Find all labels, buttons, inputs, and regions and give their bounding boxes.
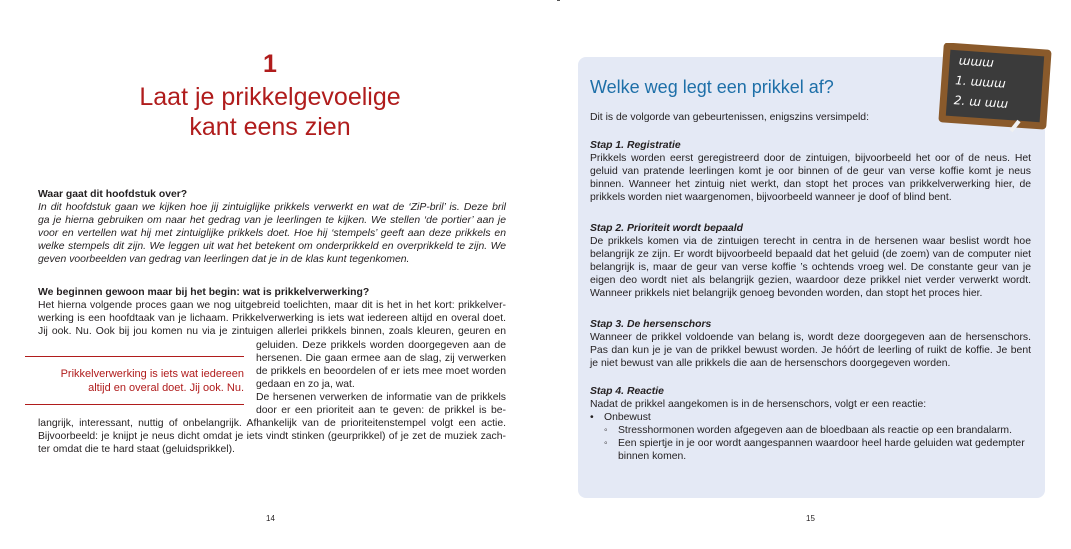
step-line: Prikkels worden eerst geregistreerd door de zintuigen, bijvoorbeeld het oor of de neus. Het xyxy=(590,153,1031,164)
section-processing xyxy=(38,286,506,338)
narrow-column xyxy=(256,339,506,417)
paragraph-line: werking is een hoofdtaak van je lichaam. Prikkelverwerking is iets wat iedereen altijd en overal doet. xyxy=(38,313,506,324)
chapter-title xyxy=(0,82,540,142)
bullet-label: Onbewust xyxy=(604,412,651,423)
paragraph-line: Het hierna volgende proces gaan we nog uitgebreid toelichten, maar dit is het in het kort: prikkelver- xyxy=(38,300,506,311)
page-number-right: 15 xyxy=(806,514,815,523)
sub-bullet-item xyxy=(590,437,1031,450)
section-heading: We beginnen gewoon maar bij het begin: wat is prikkelverwerking? xyxy=(38,287,370,298)
step-3 xyxy=(590,318,1031,370)
chapter-title-line: kant eens zien xyxy=(189,113,351,141)
step-heading: Stap 2. Prioriteit wordt bepaald xyxy=(590,223,743,234)
step-line: Wanneer de prikkel voldoende van belang is, wordt deze doorgegeven aan de hersenschors. xyxy=(590,332,1031,343)
chapter-title-line: Laat je prikkelgevoelige xyxy=(139,83,401,111)
step-line: belangrijk ze zijn. Er wordt bijvoorbeeld bepaald dat het geluid (de zoem) van de computer niet xyxy=(590,249,1031,260)
svg-text:ɯɯɯ: ɯɯɯ xyxy=(958,53,995,70)
bullet-item xyxy=(590,411,1031,424)
sub-bullet-continuation: binnen komen. xyxy=(618,451,687,462)
step-line: Pas dan kun je je van de prikkel bewust worden. Je hóórt de leerling of ruikt de koffie. Je bent xyxy=(590,345,1031,356)
step-line: Nadat de prikkel aangekomen is in de hersenschors, volgt er een reactie: xyxy=(590,399,927,410)
step-4 xyxy=(590,385,1031,463)
paragraph-line: Bijvoorbeeld: je knijpt je neus dicht omdat je iets vindt stinken (geurprikkel) of je zet de muziek zach- xyxy=(38,431,506,442)
pull-quote-rule-top xyxy=(25,356,244,357)
paragraph-line: De hersenen verwerken de informatie van de prikkels xyxy=(256,392,506,403)
intro-line: Dit is de volgorde van gebeurtenissen, enigszins versimpeld: xyxy=(590,112,869,123)
svg-text:1. ɯɯɯ: 1. ɯɯɯ xyxy=(954,73,1007,91)
sub-bullet-text: Een spiertje in je oor wordt aangespannen waardoor heel harde geluiden wat gedempter xyxy=(618,438,1025,449)
step-line: geluid van pratende leerlingen komt je oor binnen of de geur van verse koffie komt je neus xyxy=(590,166,1031,177)
sub-bullet-item xyxy=(590,424,1031,437)
bullet-icon: • xyxy=(590,412,594,423)
step-line: belangrijk is, maar de geur van verse koffie ’s ochtends vroeg wel. De constante geur van je xyxy=(590,262,1031,273)
step-heading: Stap 3. De hersenschors xyxy=(590,319,712,330)
svg-text:2. ɯ ɯɯ: 2. ɯ ɯɯ xyxy=(953,93,1009,111)
paragraph-line: welke stempels dit zijn. We leggen uit wat het betekent om onderprikkeld en overprikkeld te zijn. We xyxy=(38,241,506,252)
step-line: De prikkels komen via de zintuigen terecht in centra in de hersenen waar beslist wordt hoe xyxy=(590,236,1031,247)
paragraph-line: ga je hierna gebruiken om naar het gedrag van je leerlingen te kijken. We stellen ‘de portier’ aan je xyxy=(38,215,506,226)
paragraph-line: hersenen. Die gaan ermee aan de slag, zij verwerken xyxy=(256,353,506,364)
pull-quote-line: altijd en overal doet. Jij ook. Nu. xyxy=(88,382,244,394)
step-line: prikkels worden niet waargenomen, bijvoorbeeld wanneer je doof of blind bent. xyxy=(590,192,952,203)
step-line: eigen deo wordt niet als belangrijk gezien, waardoor deze prikkel niet verder verwerkt wordt. xyxy=(590,275,1031,286)
paragraph-line: gedaan en zo ja, wat. xyxy=(256,379,355,390)
paragraph-line: voor en vertellen wat hij met zintuiglijke prikkels doet. Hoe hij ‘stempels’ geeft aan deze prikkels en xyxy=(38,228,506,239)
paragraph-line: de prikkels en beoordelen of er iets mee moet worden xyxy=(256,366,506,377)
pull-quote-line: Prikkelverwerking is iets wat iedereen xyxy=(60,368,244,380)
step-line: binnen. Wanneer het zintuig niet werkt, dan stopt het proces van prikkelverwerking hier, de xyxy=(590,179,1031,190)
chapter-number: 1 xyxy=(263,50,277,78)
panel-intro xyxy=(590,111,1031,124)
pull-quote xyxy=(25,367,244,395)
step-1 xyxy=(590,139,1031,204)
section-heading: Waar gaat dit hoofdstuk over? xyxy=(38,189,188,200)
section-overview xyxy=(38,188,506,266)
page-number-left: 14 xyxy=(266,514,275,523)
circle-bullet-icon: ◦ xyxy=(604,425,608,436)
paragraph-line: door er een prioriteit aan te geven: de prikkel is be- xyxy=(256,405,506,416)
panel-title: Welke weg legt een prikkel af? xyxy=(590,77,834,97)
step-heading: Stap 4. Reactie xyxy=(590,386,664,397)
pull-quote-rule-bottom xyxy=(25,404,244,405)
circle-bullet-icon: ◦ xyxy=(604,438,608,449)
step-line: je niet bewust van alle prikkels die aan de hersenschors doorgegeven worden. xyxy=(590,358,951,369)
step-heading: Stap 1. Registratie xyxy=(590,140,681,151)
paragraph-line: geluiden. Deze prikkels worden doorgegeven aan de xyxy=(256,340,506,351)
step-2 xyxy=(590,222,1031,300)
paragraph-line: ter omdat die te hard staat (geluidsprikkel). xyxy=(38,444,235,455)
section-processing-end xyxy=(38,417,506,456)
paragraph-line: geven voorbeelden van gedrag van leerlingen dat je in de klas kunt tegenkomen. xyxy=(38,254,410,265)
paragraph-line: In dit hoofdstuk gaan we kijken hoe jij zintuiglijke prikkels verwerkt en wat de ‘ZiP-bril’ is. Deze bril xyxy=(38,202,506,213)
crop-mark xyxy=(557,0,560,1)
paragraph-line: Jij ook. Nu. Ook bij jou komen nu via je zintuigen allerlei prikkels binnen, zoals kleuren, geuren en xyxy=(38,326,506,337)
sub-bullet-text: Stresshormonen worden afgegeven aan de bloedbaan als reactie op een brandalarm. xyxy=(618,425,1012,436)
step-line: Wanneer prikkels niet belangrijk genoeg bevonden worden, dan stopt het proces hier. xyxy=(590,288,983,299)
paragraph-line: langrijk, interessant, nuttig of onbelangrijk. Afhankelijk van de prioriteitenstempel volgt een actie. xyxy=(38,418,506,429)
